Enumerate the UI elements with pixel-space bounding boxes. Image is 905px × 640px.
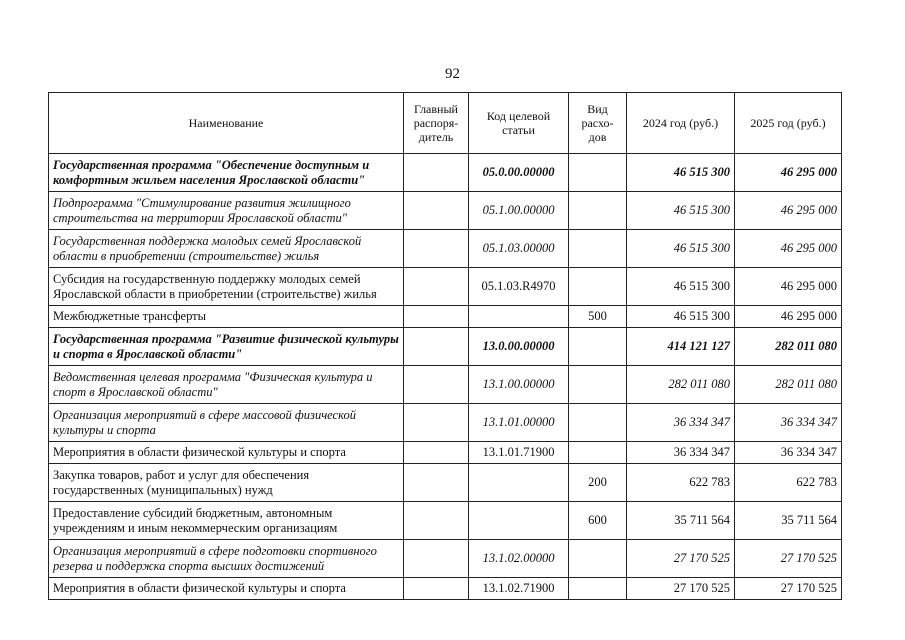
cell-2025: 36 334 347 — [735, 442, 842, 464]
cell-2025: 46 295 000 — [735, 192, 842, 230]
cell-name: Государственная программа "Обеспечение доступным и комфортным жильем населения Ярославской области" — [49, 154, 404, 192]
column-header-2024: 2024 год (руб.) — [627, 93, 735, 154]
cell-2025: 46 295 000 — [735, 306, 842, 328]
cell-name: Мероприятия в области физической культуры и спорта — [49, 442, 404, 464]
cell-2024: 27 170 525 — [627, 540, 735, 578]
table-row — [49, 328, 842, 366]
table-header-row — [49, 93, 842, 154]
cell-code: 05.1.03.R4970 — [469, 268, 569, 306]
cell-kind: 200 — [569, 464, 627, 502]
column-header-code: Код целевой статьи — [469, 93, 569, 154]
table-row — [49, 154, 842, 192]
table-row — [49, 306, 842, 328]
cell-name: Предоставление субсидий бюджетным, автономным учреждениям и иным некоммерческим организациям — [49, 502, 404, 540]
column-header-manager: Главный распоря-дитель — [404, 93, 469, 154]
table-row — [49, 230, 842, 268]
cell-kind — [569, 442, 627, 464]
cell-name: Организация мероприятий в сфере массовой физической культуры и спорта — [49, 404, 404, 442]
cell-name: Государственная программа "Развитие физической культуры и спорта в Ярославской области" — [49, 328, 404, 366]
cell-2024: 46 515 300 — [627, 192, 735, 230]
cell-name: Ведомственная целевая программа "Физическая культура и спорт в Ярославской области" — [49, 366, 404, 404]
cell-manager — [404, 192, 469, 230]
cell-code: 13.1.00.00000 — [469, 366, 569, 404]
cell-manager — [404, 502, 469, 540]
cell-manager — [404, 404, 469, 442]
table-row — [49, 442, 842, 464]
cell-kind: 500 — [569, 306, 627, 328]
cell-manager — [404, 578, 469, 600]
table-row — [49, 268, 842, 306]
cell-name: Межбюджетные трансферты — [49, 306, 404, 328]
column-header-name: Наименование — [49, 93, 404, 154]
cell-manager — [404, 366, 469, 404]
cell-manager — [404, 464, 469, 502]
cell-name: Закупка товаров, работ и услуг для обеспечения государственных (муниципальных) нужд — [49, 464, 404, 502]
cell-code — [469, 464, 569, 502]
cell-kind: 600 — [569, 502, 627, 540]
cell-2025: 282 011 080 — [735, 366, 842, 404]
cell-kind — [569, 404, 627, 442]
cell-name: Организация мероприятий в сфере подготовки спортивного резерва и поддержка спорта высших достижений — [49, 540, 404, 578]
table-row — [49, 540, 842, 578]
cell-kind — [569, 192, 627, 230]
cell-kind — [569, 230, 627, 268]
cell-kind — [569, 540, 627, 578]
cell-2025: 27 170 525 — [735, 540, 842, 578]
cell-2025: 36 334 347 — [735, 404, 842, 442]
cell-kind — [569, 366, 627, 404]
cell-kind — [569, 578, 627, 600]
cell-code: 13.1.02.00000 — [469, 540, 569, 578]
cell-2025: 46 295 000 — [735, 230, 842, 268]
cell-kind — [569, 328, 627, 366]
cell-name: Государственная поддержка молодых семей Ярославской области в приобретении (строительстве) жилья — [49, 230, 404, 268]
cell-manager — [404, 268, 469, 306]
cell-manager — [404, 230, 469, 268]
cell-2025: 282 011 080 — [735, 328, 842, 366]
cell-2024: 46 515 300 — [627, 230, 735, 268]
cell-code: 05.1.00.00000 — [469, 192, 569, 230]
cell-manager — [404, 540, 469, 578]
cell-2025: 46 295 000 — [735, 268, 842, 306]
cell-2024: 46 515 300 — [627, 306, 735, 328]
cell-code — [469, 306, 569, 328]
cell-2025: 622 783 — [735, 464, 842, 502]
table-row — [49, 404, 842, 442]
cell-2024: 282 011 080 — [627, 366, 735, 404]
cell-manager — [404, 154, 469, 192]
cell-2024: 27 170 525 — [627, 578, 735, 600]
cell-code — [469, 502, 569, 540]
cell-manager — [404, 306, 469, 328]
cell-code: 13.1.01.00000 — [469, 404, 569, 442]
cell-2024: 36 334 347 — [627, 404, 735, 442]
table-row — [49, 502, 842, 540]
cell-code: 13.0.00.00000 — [469, 328, 569, 366]
budget-table — [48, 92, 842, 600]
cell-name: Подпрограмма "Стимулирование развития жилищного строительства на территории Ярославской области" — [49, 192, 404, 230]
table-row — [49, 192, 842, 230]
column-header-kind: Вид расхо-дов — [569, 93, 627, 154]
cell-2024: 622 783 — [627, 464, 735, 502]
cell-code: 13.1.01.71900 — [469, 442, 569, 464]
cell-kind — [569, 268, 627, 306]
cell-2025: 35 711 564 — [735, 502, 842, 540]
cell-code: 13.1.02.71900 — [469, 578, 569, 600]
cell-2024: 36 334 347 — [627, 442, 735, 464]
cell-2025: 46 295 000 — [735, 154, 842, 192]
cell-2024: 35 711 564 — [627, 502, 735, 540]
cell-manager — [404, 328, 469, 366]
cell-kind — [569, 154, 627, 192]
cell-name: Мероприятия в области физической культуры и спорта — [49, 578, 404, 600]
cell-name: Субсидия на государственную поддержку молодых семей Ярославской области в приобретении (строительстве) жилья — [49, 268, 404, 306]
cell-code: 05.1.03.00000 — [469, 230, 569, 268]
cell-2025: 27 170 525 — [735, 578, 842, 600]
cell-manager — [404, 442, 469, 464]
cell-2024: 414 121 127 — [627, 328, 735, 366]
page-number: 92 — [445, 66, 460, 82]
cell-2024: 46 515 300 — [627, 154, 735, 192]
column-header-2025: 2025 год (руб.) — [735, 93, 842, 154]
cell-2024: 46 515 300 — [627, 268, 735, 306]
table-row — [49, 366, 842, 404]
table-row — [49, 464, 842, 502]
cell-code: 05.0.00.00000 — [469, 154, 569, 192]
table-row — [49, 578, 842, 600]
